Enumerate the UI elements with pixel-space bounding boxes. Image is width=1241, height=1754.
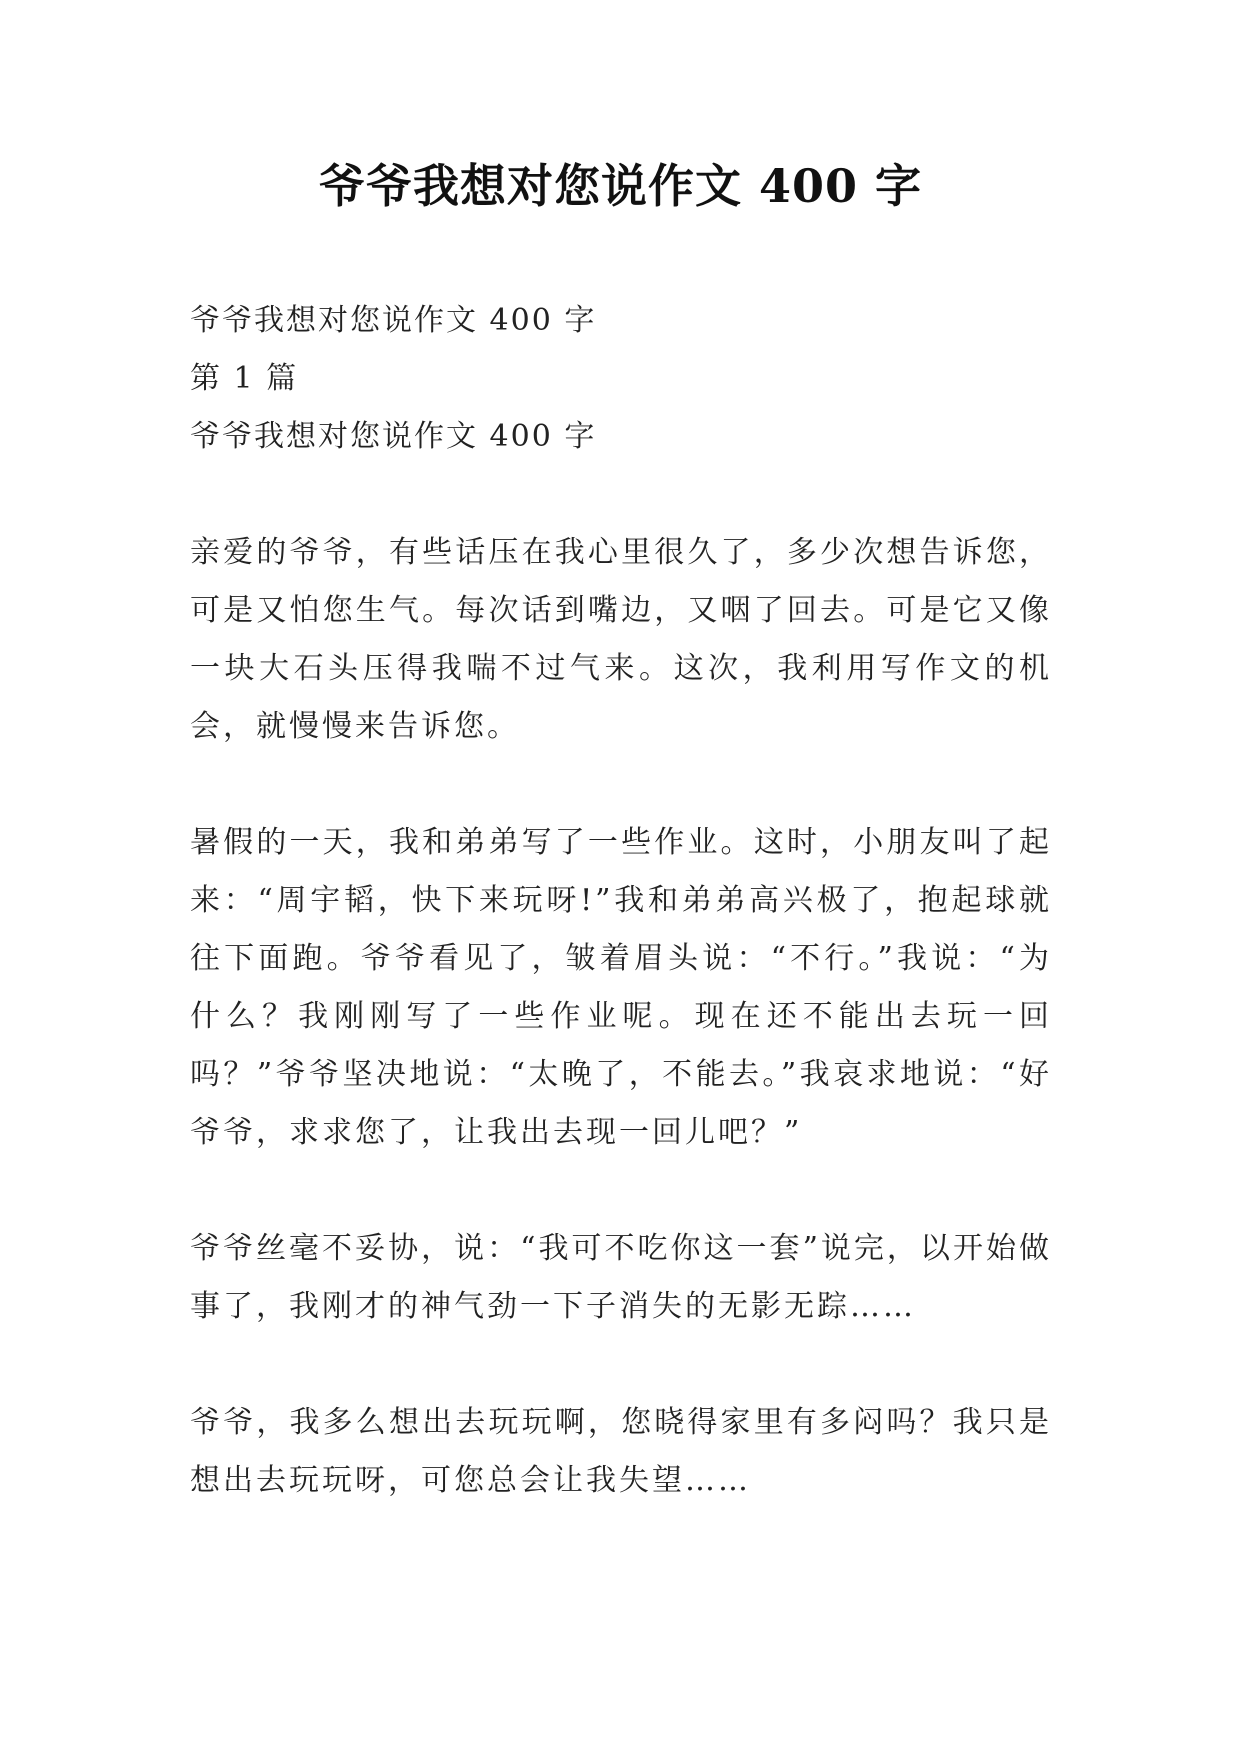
header-block [190, 292, 1070, 466]
paragraph: 爷爷，我多么想出去玩玩啊，您晓得家里有多闷吗？我只是想出去玩玩呀，可您总会让我失望…… [190, 1405, 1052, 1498]
header-line-chapter: 第 1 篇 [190, 361, 299, 396]
paragraph: 暑假的一天，我和弟弟写了一些作业。这时，小朋友叫了起来：“周宇韬，快下来玩呀!”我和弟弟高兴极了，抱起球就往下面跑。爷爷看见了，皱着眉头说：“不行。”我说：“为什么？我刚刚写了一些作业呢。现在还不能出去玩一回吗？”爷爷坚决地说：“太晚了，不能去。”我哀求地说：“好爷爷，求求您了，让我出去现一回儿吧？” [190, 825, 1052, 1150]
body-text [190, 524, 1052, 1568]
document-title: 爷爷我想对您说作文 400 字 [318, 159, 923, 213]
header-line-subtitle: 爷爷我想对您说作文 400 字 [190, 419, 597, 454]
paragraph: 亲爱的爷爷，有些话压在我心里很久了，多少次想告诉您，可是又怕您生气。每次话到嘴边，又咽了回去。可是它又像一块大石头压得我喘不过气来。这次，我利用写作文的机会，就慢慢来告诉您。 [190, 535, 1052, 744]
paragraph: 爷爷丝毫不妥协，说：“我可不吃你这一套”说完，以开始做事了，我刚才的神气劲一下子消失的无影无踪…… [190, 1231, 1052, 1324]
header-line-title: 爷爷我想对您说作文 400 字 [190, 303, 597, 338]
